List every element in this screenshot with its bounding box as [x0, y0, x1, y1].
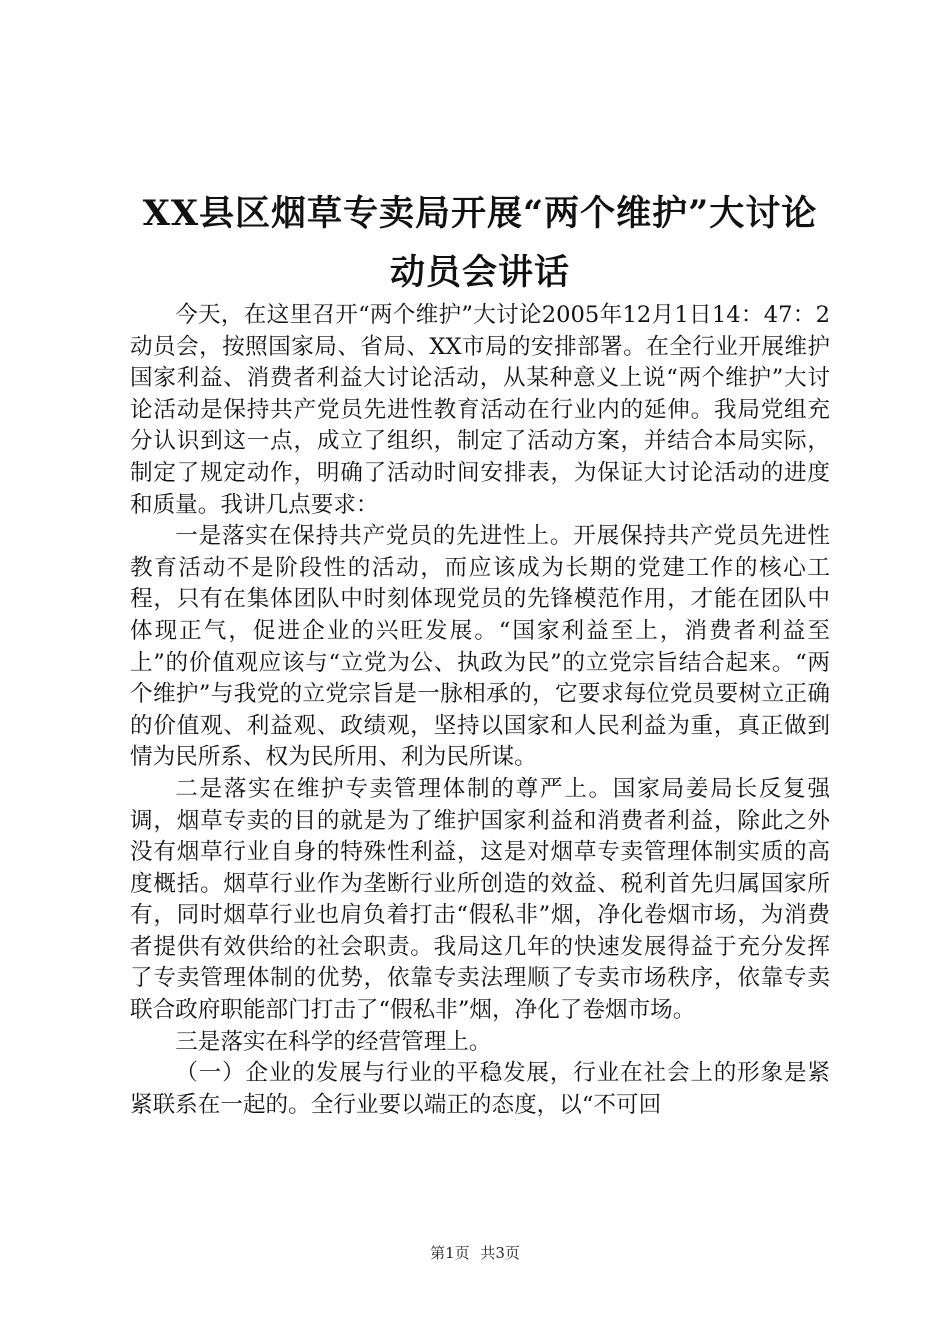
page-total: 共3页: [480, 1244, 520, 1262]
document-title-line-1: XX县区烟草专卖局开展“两个维护”大讨论: [142, 193, 818, 234]
page-footer: [0, 1242, 950, 1263]
paragraph-intro: 今天，在这里召开“两个维护”大讨论2005年12月1日14：47：2动员会，按照国家局、省局、XX市局的安排部署。在全行业开展维护国家利益、消费者利益大讨论活动，从某种意义上说“两个维护”大讨论活动是保持共产党员先进性教育活动在行业内的延伸。我局党组充分认识到这一点，成立了组织，制定了活动方案，并结合本局实际，制定了规定动作，明确了活动时间安排表，为保证大讨论活动的进度和质量。我讲几点要求：: [130, 302, 830, 518]
document-title-line-2: 动员会讲话: [389, 252, 570, 293]
paragraph-point-two: 二是落实在维护专卖管理体制的尊严上。国家局姜局长反复强调，烟草专卖的目的就是为了维护国家利益和消费者利益，除此之外没有烟草行业自身的特殊性利益，这是对烟草专卖管理体制实质的高度概括。烟草行业作为垄断行业所创造的效益、税利首先归属国家所有，同时烟草行业也肩负着打击“假私非”烟，净化卷烟市场，为消费者提供有效供给的社会职责。我局这几年的快速发展得益于充分发挥了专卖管理体制的优势，依靠专卖法理顺了专卖市场秩序，依靠专卖联合政府职能部门打击了“假私非”烟，净化了卷烟市场。: [130, 775, 830, 1024]
paragraph-point-one: 一是落实在保持共产党员的先进性上。开展保持共产党员先进性教育活动不是阶段性的活动，而应该成为长期的党建工作的核心工程，只有在集体团队中时刻体现党员的先锋模范作用，才能在团队中体现正气，促进企业的兴旺发展。“国家利益至上，消费者利益至上”的价值观应该与“立党为公、执政为民”的立党宗旨结合起来。“两个维护”与我党的立党宗旨是一脉相承的，它要求每位党员要树立正确的价值观、利益观、政绩观，坚持以国家和人民利益为重，真正做到情为民所系、权为民所用、利为民所谋。: [130, 523, 830, 771]
page-number: 第1页: [430, 1244, 470, 1262]
paragraph-subpoint-one: （一）企业的发展与行业的平稳发展，行业在社会上的形象是紧紧联系在一起的。全行业要以端正的态度，以“不可回: [130, 1060, 830, 1118]
paragraph-point-three: 三是落实在科学的经营管理上。: [175, 1028, 492, 1055]
document-body: [130, 300, 830, 1121]
